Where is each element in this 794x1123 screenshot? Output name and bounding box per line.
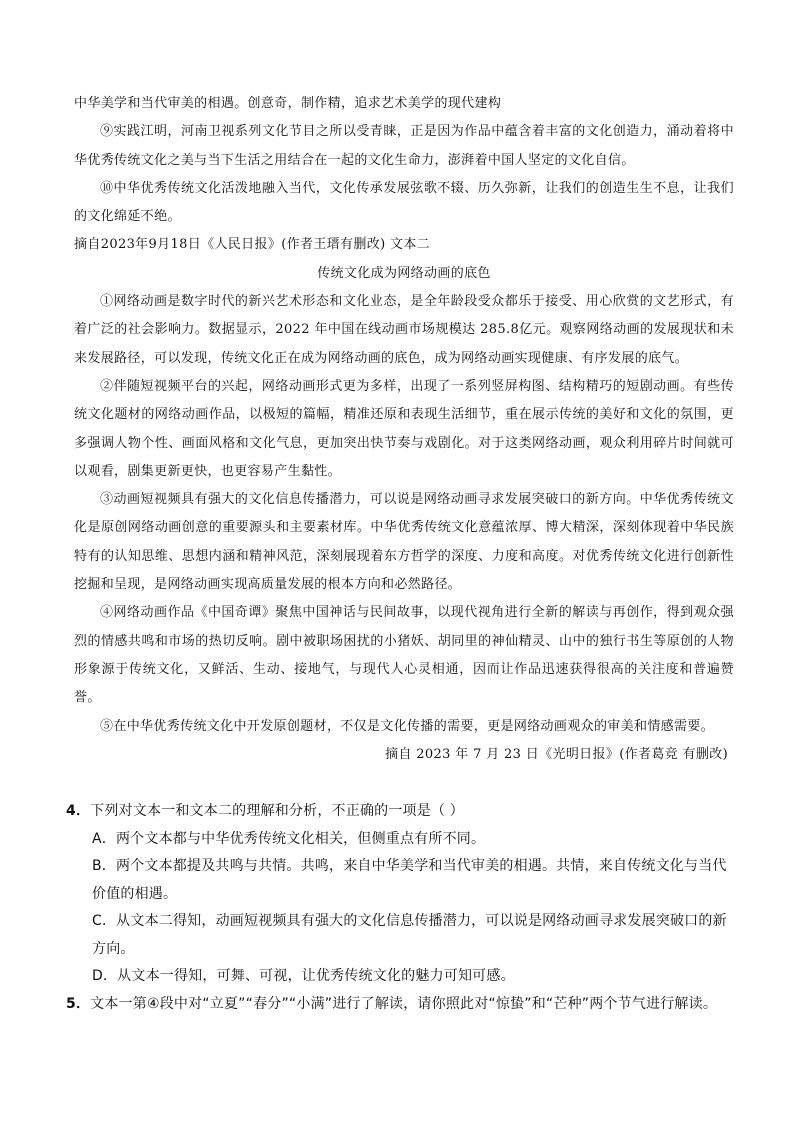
source-line-two: 摘自 2023 年 7 月 23 日《光明日报》(作者葛竞 有删改) [385,746,728,762]
option-d: D．从文本一得知，可舞、可视，让优秀传统文化的魅力可知可感。 [92,968,515,984]
text-one-line: 中华美学和当代审美的相遇。创意奇，制作精，追求艺术美学的现代建构 [74,96,502,111]
question-4-number: 4． [66,803,91,819]
question-5 [66,991,736,1019]
question-5-number: 5． [66,995,91,1012]
text-two-paragraph-5: ⑤在中华优秀传统文化中开发原创题材，不仅是文化传播的需要，更是网络动画观众的审美和情感需要。 [100,718,715,734]
text-one-paragraph-10: ⑩中华优秀传统文化活泼地融入当代，文化传承发展弦歌不辍、历久弥新，让我们的创造生生不息，让我们的文化绵延不绝。 [74,180,734,225]
text-one-paragraph-9: ⑨实践江明，河南卫视系列文化节目之所以受青睐，正是因为作品中蕴含着丰富的文化创造力，涌动着将中华优秀传统文化之美与当下生活之用结合在一起的文化生命力，澎湃着中国人坚定的文化自信。 [74,124,734,168]
text-two-paragraph-2: ②伴随短视频平台的兴起，网络动画形式更为多样，出现了一系列竖屏构图、结构精巧的短剧动画。有些传统文化题材的网络动画作品，以极短的篇幅，精准还原和表现生活细节，重在展示传统的美好和文化的氛围，更多强调人物个性、画面风格和文化气息，更加突出快节奏与戏剧化。对于这类网络动画，观众利用碎片时间就可以观看，剧集更新更快，也更容易产生黏性。 [74,378,734,479]
text-two-paragraph-4: ④网络动画作品《中国奇谭》聚焦中国神话与民间故事，以现代视角进行全新的解读与再创作，得到观众强烈的情感共鸣和市场的热切反响。剧中被职场困扰的小猪妖、胡同里的神仙精灵、山中的独行书生等原创的人物形象源于传统文化，又鲜活、生动、接地气，与现代人心灵相通，因而让作品迅速获得很高的关注度和普遍赞誉。 [74,605,734,706]
question-block [66,798,736,1018]
question-4 [66,798,736,826]
option-a: A．两个文本都与中华优秀传统文化相关，但侧重点有所不同。 [92,830,486,847]
text-one-tail [74,90,734,769]
text-two-title: 传统文化成为网络动画的底色 [317,265,491,281]
source-line-one: 摘自2023年9月18日《人民日报》(作者王瑨有删改) 文本二 [74,237,431,253]
option-c: C．从文本二得知，动画短视频具有强大的文化信息传播潜力，可以说是网络动画寻求发展突破口的新方向。 [92,913,727,957]
text-two-paragraph-1: ①网络动画是数字时代的新兴艺术形态和文化业态，是全年龄段受众都乐于接受、用心欣赏的文艺形式，有着广泛的社会影响力。数据显示，2022 年中国在线动画市场规模达 285.8亿元。观察网络动画的发展现状和未来发展路径，可以发现，传统文化正在成为网络动画的底色，成为网络动画实现健康、有序发展的底气。 [74,294,734,366]
question-5-stem: 文本一第④段中对“立夏”“春分”“小满”进行了解读，请你照此对“惊蛰”和“芒种”两个节气进行解读。 [90,995,718,1012]
question-4-stem: 下列对文本一和文本二的理解和分析，不正确的一项是（ ） [90,803,465,819]
text-two-paragraph-3: ③动画短视频具有强大的文化信息传播潜力，可以说是网络动画寻求发展突破口的新方向。中华优秀传统文化是原创网络动画创意的重要源头和主要素材库。中华优秀传统文化意蕴浓厚、博大精深，深刻体现着中华民族特有的认知思维、思想内涵和精神风范，深刻展现着东方哲学的深度、力度和高度。对优秀传统文化进行创新性挖掘和呈现，是网络动画实现高质量发展的根本方向和必然路径。 [74,492,734,593]
option-b: B．两个文本都提及共鸣与共情。共鸣，来自中华美学和当代审美的相遇。共情，来自传统文化与当代价值的相遇。 [92,858,727,902]
